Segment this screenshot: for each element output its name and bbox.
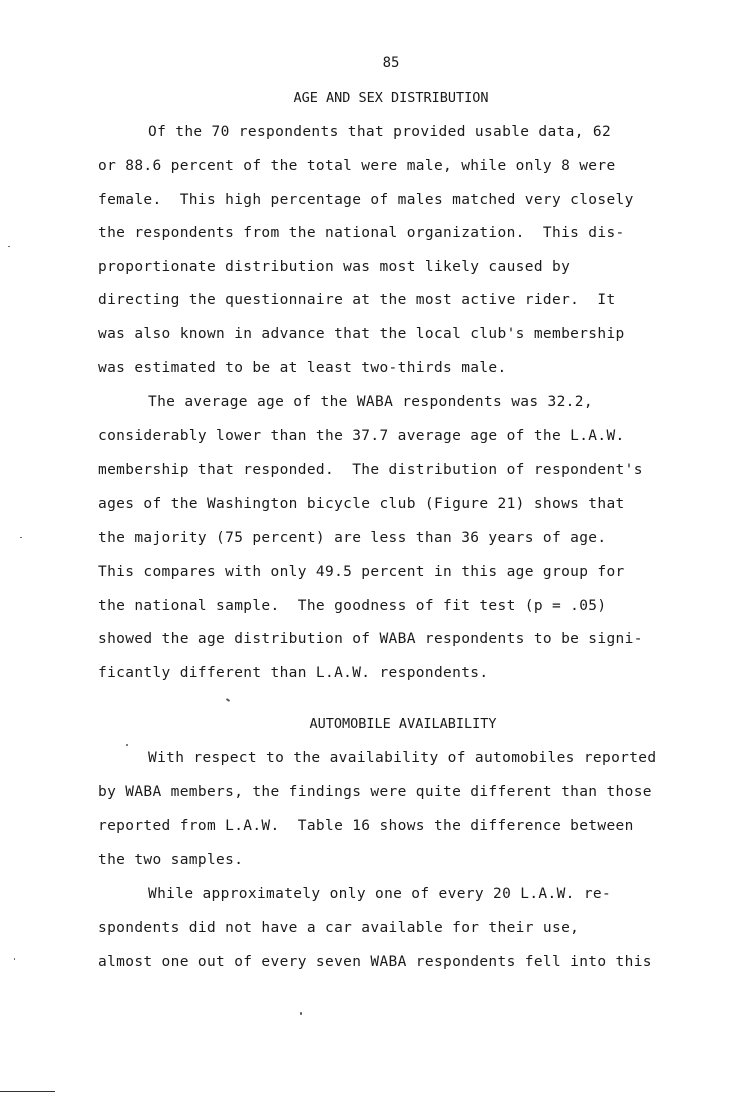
scan-edge-line	[0, 1091, 55, 1092]
paragraph-line: was also known in advance that the local club's membership	[98, 326, 625, 342]
paragraph-line: This compares with only 49.5 percent in this age group for	[98, 564, 625, 580]
paragraph-line: While approximately only one of every 20 L.A.W. re-	[148, 886, 612, 902]
paragraph-line: was estimated to be at least two-thirds male.	[98, 360, 507, 376]
page-number: 85	[382, 55, 400, 71]
paragraph-line: the national sample. The goodness of fit test (p = .05)	[98, 598, 607, 614]
paragraph-line: ficantly different than L.A.W. respondents.	[98, 665, 489, 681]
paragraph-line: or 88.6 percent of the total were male, while only 8 were	[98, 158, 616, 174]
paragraph-line: the two samples.	[98, 852, 244, 868]
section-heading-age-sex: AGE AND SEX DISTRIBUTION	[293, 90, 489, 106]
scan-speck	[300, 1012, 302, 1015]
scan-speck	[226, 698, 230, 702]
paragraph-line: spondents did not have a car available for their use,	[98, 920, 580, 936]
paragraph-line: the respondents from the national organization. This dis-	[98, 225, 625, 241]
scan-speck	[126, 744, 128, 746]
paragraph-line: With respect to the availability of automobiles reported	[148, 750, 657, 766]
paragraph-line: by WABA members, the findings were quite different than those	[98, 784, 652, 800]
paragraph-line: reported from L.A.W. Table 16 shows the difference between	[98, 818, 634, 834]
paragraph-line: considerably lower than the 37.7 average age of the L.A.W.	[98, 428, 625, 444]
paragraph-line: membership that responded. The distribution of respondent's	[98, 462, 643, 478]
scan-speck	[8, 246, 10, 247]
paragraph-line: showed the age distribution of WABA respondents to be signi-	[98, 631, 643, 647]
paragraph-line: proportionate distribution was most likely caused by	[98, 259, 571, 275]
paragraph-line: Of the 70 respondents that provided usable data, 62	[148, 124, 612, 140]
paragraph-line: female. This high percentage of males matched very closely	[98, 192, 634, 208]
paragraph-line: directing the questionnaire at the most active rider. It	[98, 292, 616, 308]
scan-speck	[14, 958, 15, 960]
paragraph-line: ages of the Washington bicycle club (Figure 21) shows that	[98, 496, 625, 512]
scan-speck	[20, 537, 22, 538]
paragraph-line: the majority (75 percent) are less than 36 years of age.	[98, 530, 607, 546]
paragraph-line: almost one out of every seven WABA respondents fell into this	[98, 954, 652, 970]
paragraph-line: The average age of the WABA respondents was 32.2,	[148, 394, 593, 410]
section-heading-automobile: AUTOMOBILE AVAILABILITY	[309, 716, 497, 732]
